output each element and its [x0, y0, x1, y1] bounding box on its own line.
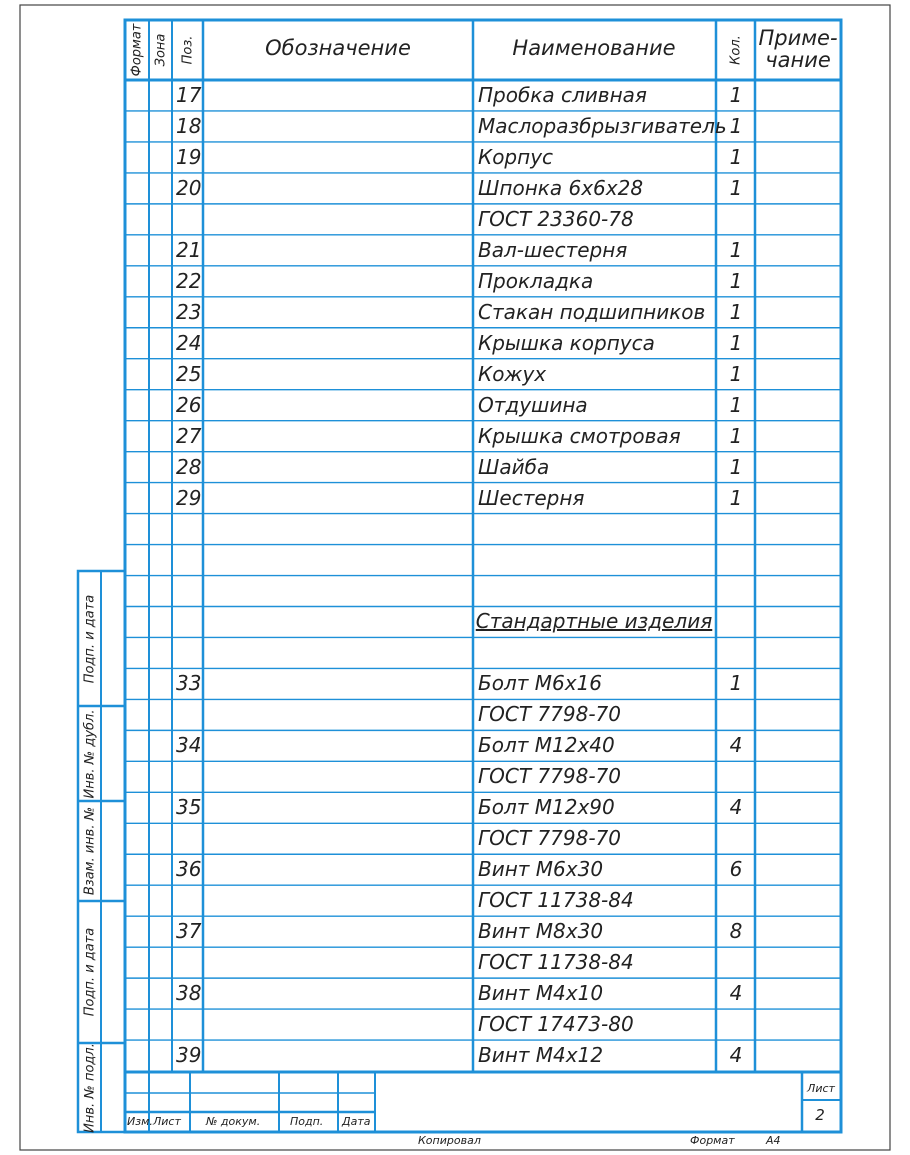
row-name: Вал-шестерня: [478, 237, 628, 262]
row-name: Прокладка: [478, 268, 594, 293]
row-pos: 27: [176, 423, 202, 448]
row-name: ГОСТ 7798-70: [478, 764, 621, 789]
row-name: Маслоразбрызгиватель: [478, 113, 727, 138]
row-name: Шайба: [478, 454, 550, 479]
side-label: Инв. № подл.: [82, 1042, 98, 1133]
side-label: Подп. и дата: [82, 594, 98, 683]
header-zone: Зона: [153, 33, 169, 67]
row-pos: 29: [176, 485, 202, 510]
footer-format-value: А4: [766, 1134, 781, 1147]
row-name: Винт М8x30: [478, 919, 604, 944]
row-name: ГОСТ 7798-70: [478, 702, 621, 727]
row-pos: 26: [176, 392, 202, 417]
header-note-line2: чание: [765, 48, 831, 72]
row-name: Болт М12x40: [478, 733, 615, 758]
row-qty: 1: [729, 361, 743, 386]
row-qty: 1: [729, 299, 743, 324]
row-qty: 1: [729, 423, 743, 448]
row-name: Болт М6x16: [478, 671, 603, 696]
row-qty: 4: [729, 795, 743, 820]
header-designation: Обозначение: [265, 36, 411, 60]
row-pos: 35: [176, 795, 202, 820]
row-qty: 1: [729, 113, 743, 138]
row-name: Крышка корпуса: [478, 330, 655, 355]
side-label: Взам. инв. №: [82, 806, 98, 896]
row-pos: 36: [176, 857, 202, 882]
title-doc-no: № докум.: [206, 1115, 261, 1128]
row-qty: 1: [729, 330, 743, 355]
header-note-line1: Приме-: [758, 26, 838, 50]
row-pos: 20: [176, 175, 202, 200]
row-qty: 1: [729, 392, 743, 417]
row-qty: 1: [729, 175, 743, 200]
row-pos: 19: [176, 144, 202, 169]
row-pos: 34: [176, 733, 202, 758]
row-qty: 4: [729, 733, 743, 758]
row-pos: 25: [176, 361, 202, 386]
header-pos: Поз.: [180, 35, 196, 65]
row-name: Кожух: [478, 361, 547, 386]
row-pos: 17: [176, 83, 202, 107]
row-name: Стакан подшипников: [478, 299, 706, 324]
title-izm: Изм.: [127, 1115, 153, 1128]
row-pos: 21: [176, 237, 202, 262]
row-name: Корпус: [478, 144, 554, 169]
row-name: Болт М12x90: [478, 795, 615, 820]
footer-format-label: Формат: [690, 1134, 735, 1147]
header-qty: Кол.: [728, 35, 744, 65]
row-name: Отдушина: [478, 392, 588, 417]
row-pos: 24: [176, 330, 202, 355]
row-qty: 1: [729, 144, 743, 169]
row-qty: 1: [729, 237, 743, 262]
row-name: ГОСТ 11738-84: [478, 888, 634, 913]
row-qty: 1: [729, 268, 743, 293]
row-pos: 39: [176, 1043, 202, 1068]
row-pos: 28: [176, 454, 202, 479]
section-title: Стандартные изделия: [475, 609, 713, 634]
row-name: Винт М4x10: [478, 981, 604, 1006]
side-label: Инв. № дубл.: [82, 709, 98, 798]
row-pos: 22: [176, 268, 202, 293]
row-pos: 18: [176, 113, 202, 138]
row-qty: 1: [729, 485, 743, 510]
row-name: ГОСТ 23360-78: [478, 206, 634, 231]
row-name: ГОСТ 7798-70: [478, 826, 621, 851]
row-name: ГОСТ 17473-80: [478, 1012, 634, 1037]
row-qty: 4: [729, 981, 743, 1006]
title-date: Дата: [342, 1115, 371, 1128]
row-name: Винт М6x30: [478, 857, 604, 882]
row-qty: 6: [729, 857, 743, 882]
row-qty: 8: [729, 919, 743, 944]
title-sheet-label: Лист: [807, 1082, 835, 1095]
row-name: Шестерня: [478, 485, 585, 510]
title-list: Лист: [153, 1115, 181, 1128]
row-qty: 4: [729, 1043, 743, 1068]
row-name: Пробка сливная: [478, 83, 647, 107]
title-sheet-number: 2: [815, 1106, 825, 1124]
row-name: ГОСТ 11738-84: [478, 950, 634, 975]
row-pos: 33: [176, 671, 202, 696]
title-sign: Подп.: [290, 1115, 324, 1128]
footer-copied: Копировал: [418, 1134, 481, 1147]
row-qty: 1: [729, 83, 743, 107]
side-label: Подп. и дата: [82, 927, 98, 1017]
row-name: Винт М4x12: [478, 1043, 604, 1068]
row-qty: 1: [729, 454, 743, 479]
row-qty: 1: [729, 671, 743, 696]
row-name: Шпонка 6x6x28: [478, 175, 644, 200]
header-format: Формат: [129, 23, 145, 77]
header-name: Наименование: [512, 36, 676, 60]
row-pos: 37: [176, 919, 202, 944]
row-pos: 38: [176, 981, 202, 1006]
row-name: Крышка смотровая: [478, 423, 681, 448]
row-pos: 23: [176, 299, 202, 324]
